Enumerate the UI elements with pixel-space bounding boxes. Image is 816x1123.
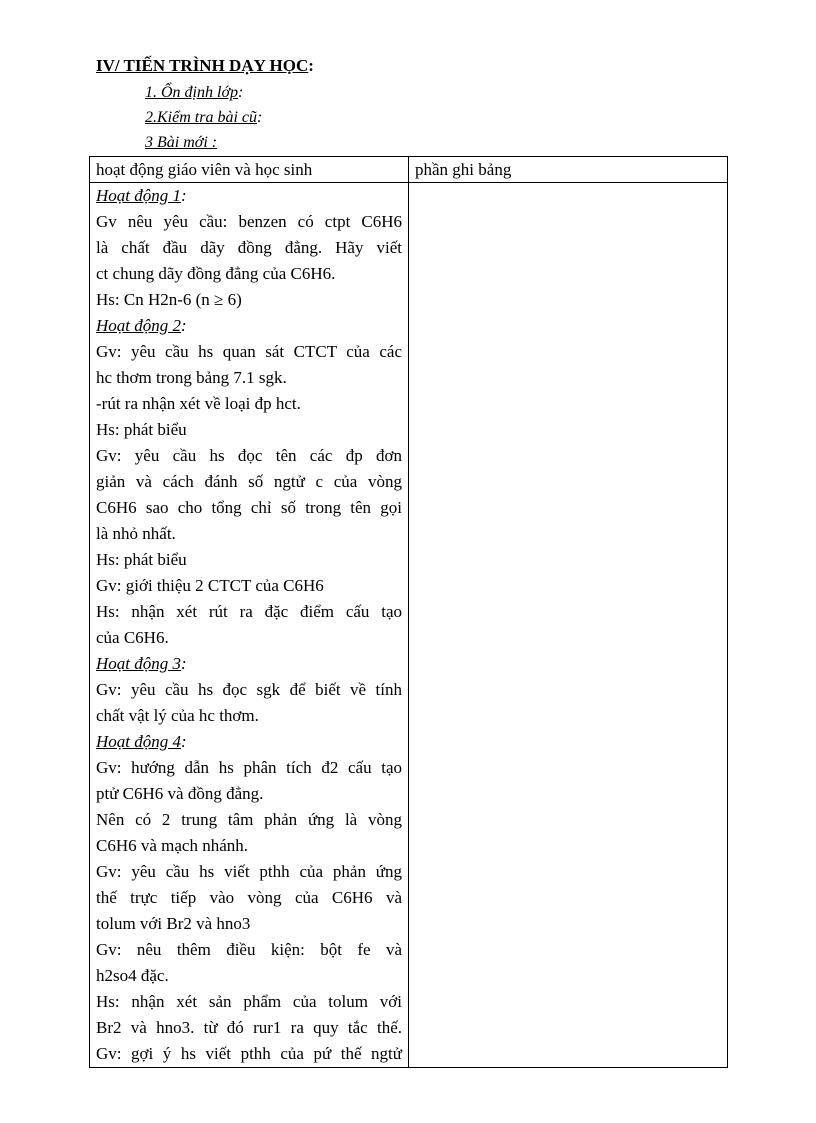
activity-text-line: là chất đầu dãy đồng đẳng. Hãy viết <box>96 238 402 257</box>
activity-text-line: là nhỏ nhất. <box>96 524 176 543</box>
activity-text-line: giản và cách đánh số ngtử c của vòng <box>96 472 402 491</box>
activity-text-line: Hs: phát biểu <box>96 420 187 439</box>
activity-heading-suffix: : <box>181 654 187 673</box>
activity-text-line: Hs: nhận xét sản phẩm của tolum với <box>96 992 402 1011</box>
activity-text-line: hc thơm trong bảng 7.1 sgk. <box>96 368 287 387</box>
board-notes-cell <box>409 183 728 1068</box>
activity-text-line: Gv: yêu cầu hs quan sát CTCT của các <box>96 342 402 361</box>
activity-text-line: Gv: nêu thêm điều kiện: bột fe và <box>96 940 402 959</box>
activity-text-line: ct chung dãy đồng đẳng của C6H6. <box>96 264 336 283</box>
activity-text-line: Nên có 2 trung tâm phản ứng là vòng <box>96 810 402 829</box>
activity-text-line: h2so4 đặc. <box>96 966 169 985</box>
section-title: IV/ TIẾN TRÌNH DẠY HỌC: <box>96 56 314 75</box>
activity-text-line: Gv nêu yêu cầu: benzen có ctpt C6H6 <box>96 212 402 231</box>
activity-text-line: Gv: yêu cầu hs đọc sgk để biết về tính <box>96 680 402 699</box>
activity-heading <box>96 729 402 755</box>
activity-heading <box>96 651 402 677</box>
activities-cell <box>90 183 409 1068</box>
activity-text-line: chất vật lý của hc thơm. <box>96 706 259 725</box>
subsection-2: 2.Kiểm tra bài cũ: <box>145 109 263 126</box>
activity-text-line: Gv: yêu cầu hs đọc tên các đp đơn <box>96 446 402 465</box>
activity-text-line: Gv: gợi ý hs viết pthh của pứ thế ngtử <box>96 1044 402 1063</box>
activity-text-line: Gv: giới thiệu 2 CTCT của C6H6 <box>96 576 324 595</box>
table-header-row <box>90 157 728 183</box>
table-row <box>90 183 728 1068</box>
activity-heading <box>96 313 402 339</box>
activity-text-line: C6H6 sao cho tổng chỉ số trong tên gọi <box>96 498 402 517</box>
lesson-table <box>89 156 728 1068</box>
subsection-3: 3 Bài mới : <box>145 134 218 151</box>
activity-text-line: -rút ra nhận xét về loại đp hct. <box>96 394 301 413</box>
activity-text-line: Gv: yêu cầu hs viết pthh của phản ứng <box>96 862 402 881</box>
header-activities: hoạt động giáo viên và học sinh <box>90 157 409 183</box>
activity-heading <box>96 183 402 209</box>
activity-text-line: Br2 và hno3. từ đó rur1 ra quy tắc thế. <box>96 1018 402 1037</box>
activity-heading-label: Hoạt động 1 <box>96 186 181 205</box>
activity-heading-suffix: : <box>181 186 187 205</box>
activity-text-line: tolum với Br2 và hno3 <box>96 914 251 933</box>
activity-heading-suffix: : <box>181 732 187 751</box>
activity-text-line: Hs: phát biểu <box>96 550 187 569</box>
activity-heading-label: Hoạt động 2 <box>96 316 181 335</box>
activity-text-line: của C6H6. <box>96 628 169 647</box>
activity-text-line: Gv: hướng dẫn hs phân tích đ2 cấu tạo <box>96 758 402 777</box>
activity-heading-suffix: : <box>181 316 187 335</box>
activity-text-line: Hs: Cn H2n-6 (n ≥ 6) <box>96 290 242 309</box>
activity-text-line: thế trực tiếp vào vòng của C6H6 và <box>96 888 402 907</box>
activity-text-line: C6H6 và mạch nhánh. <box>96 836 249 855</box>
activity-heading-label: Hoạt động 4 <box>96 732 181 751</box>
subsection-1: 1. Ổn định lớp: <box>145 84 244 101</box>
activity-text-line: ptử C6H6 và đồng đẳng. <box>96 784 264 803</box>
activity-text-line: Hs: nhận xét rút ra đặc điểm cấu tạo <box>96 602 402 621</box>
header-board-notes: phần ghi bảng <box>409 157 728 183</box>
activity-heading-label: Hoạt động 3 <box>96 654 181 673</box>
